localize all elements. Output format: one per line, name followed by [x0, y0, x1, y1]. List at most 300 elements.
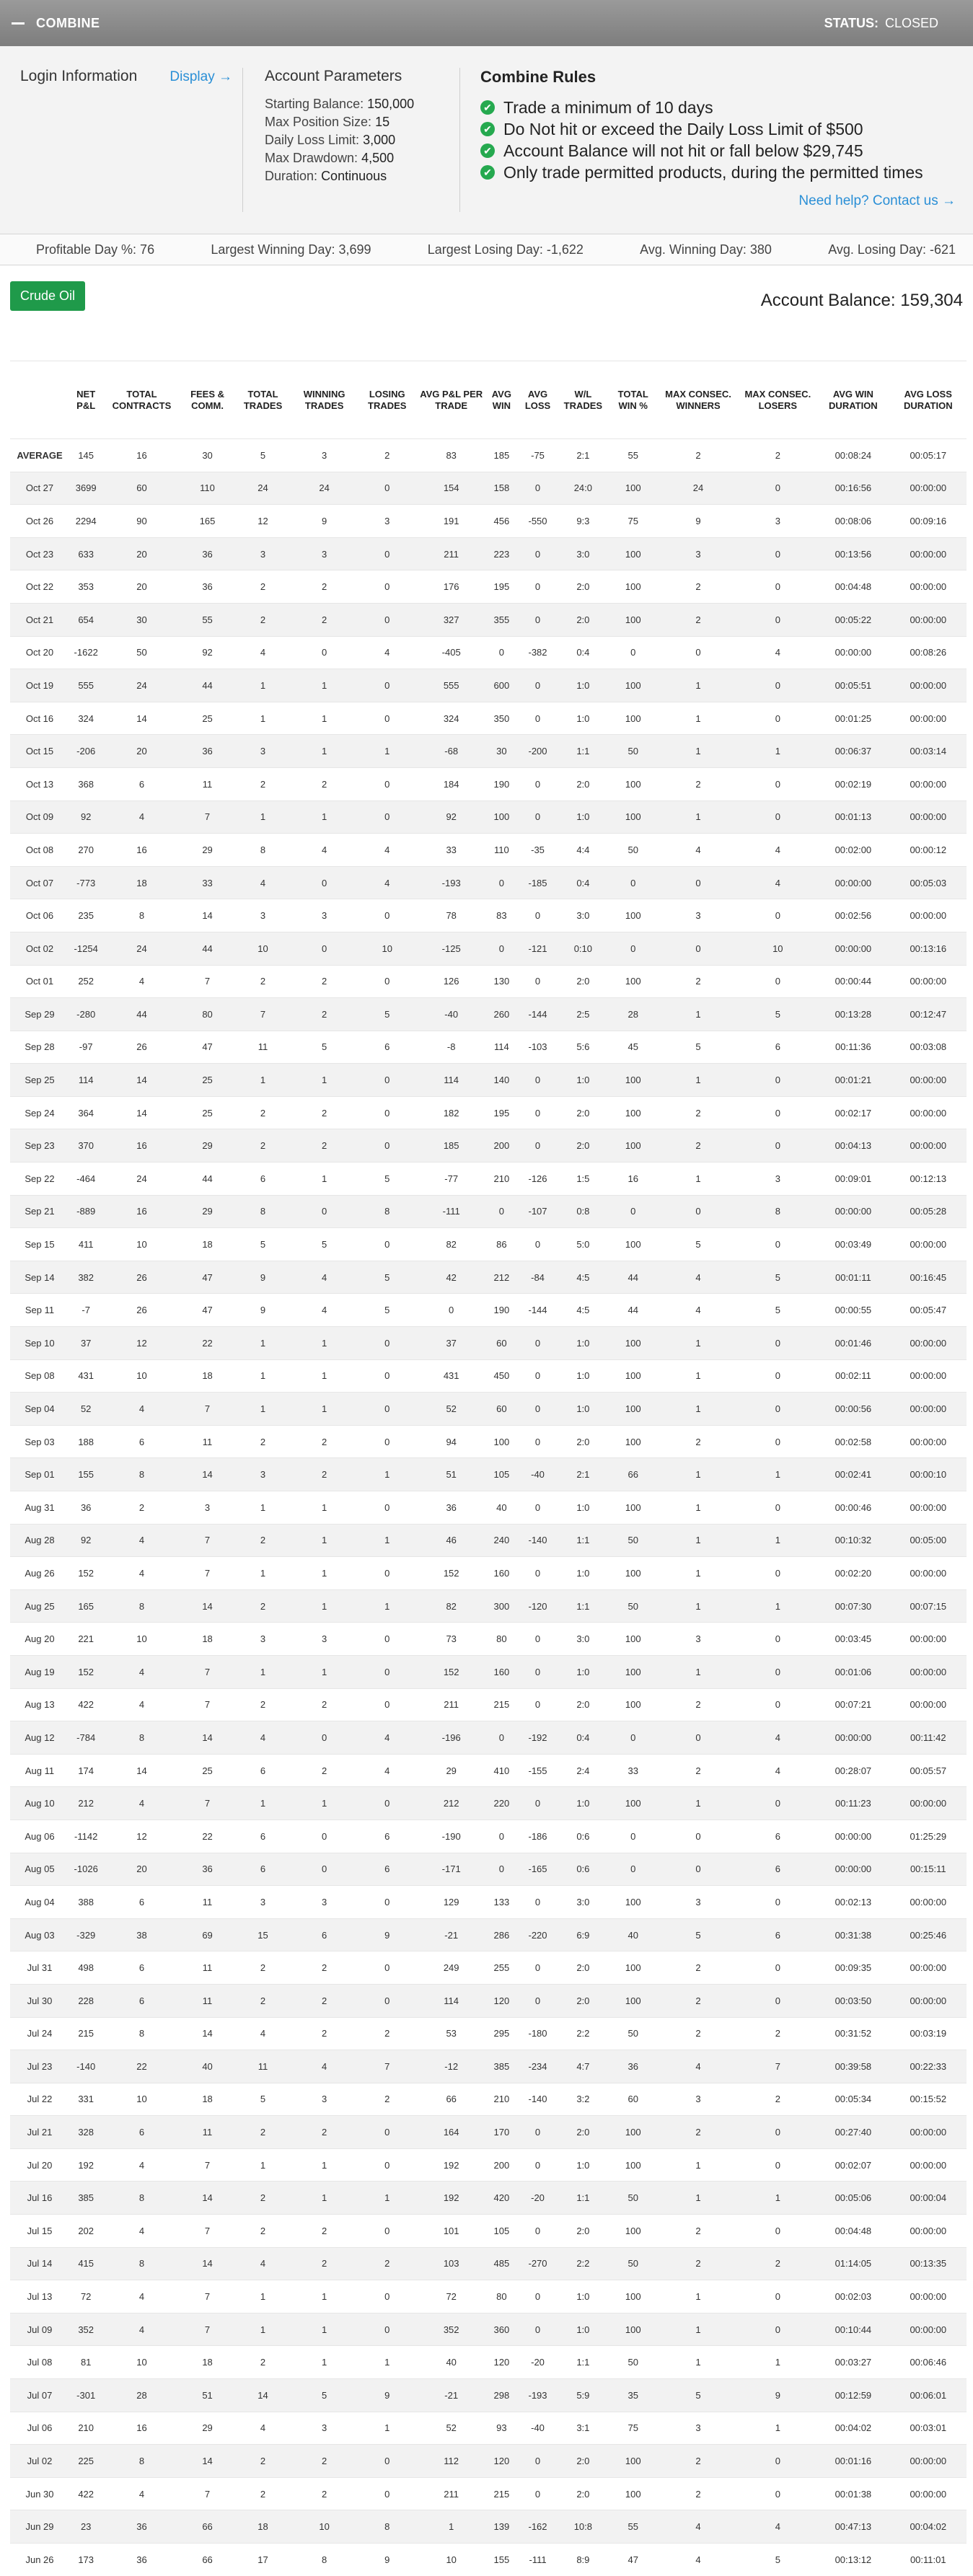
- table-cell: 100: [609, 570, 658, 604]
- param-label: Daily Loss Limit:: [265, 133, 359, 147]
- table-cell: 0: [739, 603, 816, 636]
- table-cell: -40: [418, 998, 485, 1031]
- table-row: [10, 2544, 967, 2576]
- table-cell: 0: [357, 1886, 418, 1919]
- table-cell: 25: [181, 1754, 234, 1787]
- row-date: Sep 28: [10, 1031, 69, 1064]
- rule-item: [480, 162, 961, 183]
- table-cell: 2: [658, 1096, 739, 1129]
- table-cell: 100: [609, 1327, 658, 1360]
- table-cell: 100: [609, 472, 658, 505]
- table-cell: 235: [69, 899, 102, 932]
- table-cell: 1:0: [558, 1655, 609, 1688]
- table-cell: 2: [658, 1425, 739, 1458]
- table-cell: 5: [357, 1261, 418, 1294]
- table-cell: 47: [609, 2544, 658, 2576]
- table-cell: 1:1: [558, 1589, 609, 1623]
- avg-losing-day: Avg. Losing Day: -621: [828, 242, 956, 257]
- table-cell: 4: [234, 866, 292, 899]
- table-cell: 2: [658, 965, 739, 998]
- table-cell: 0: [357, 2445, 418, 2478]
- table-cell: 47: [181, 1294, 234, 1327]
- row-date: Aug 26: [10, 1557, 69, 1590]
- table-cell: 5: [292, 1031, 357, 1064]
- table-cell: 385: [485, 2050, 519, 2083]
- row-date: Oct 20: [10, 636, 69, 669]
- table-cell: 00:00:00: [890, 1688, 967, 1721]
- table-cell: 36: [181, 735, 234, 768]
- table-cell: 00:08:24: [816, 439, 889, 472]
- table-cell: 90: [102, 505, 180, 538]
- display-link[interactable]: Display →: [169, 69, 232, 85]
- table-cell: 160: [485, 1557, 519, 1590]
- table-cell: 00:01:46: [816, 1327, 889, 1360]
- table-cell: 18: [181, 1359, 234, 1393]
- table-cell: 30: [485, 735, 519, 768]
- table-cell: 00:02:03: [816, 2280, 889, 2313]
- table-cell: 00:00:00: [890, 570, 967, 604]
- table-cell: 00:00:00: [816, 1721, 889, 1755]
- table-cell: 00:00:00: [890, 1655, 967, 1688]
- rule-text: Account Balance will not hit or fall below $29,745: [503, 140, 863, 162]
- table-cell: 00:00:00: [890, 1129, 967, 1163]
- table-cell: 6: [739, 1853, 816, 1886]
- table-cell: 1: [234, 1359, 292, 1393]
- table-row: [10, 1853, 967, 1886]
- table-cell: 14: [102, 1754, 180, 1787]
- table-cell: 0: [357, 1984, 418, 2017]
- table-cell: 4: [739, 2510, 816, 2544]
- table-cell: 2: [658, 2116, 739, 2149]
- table-cell: -193: [518, 2379, 558, 2412]
- table-row: [10, 800, 967, 834]
- table-cell: 1: [739, 735, 816, 768]
- instrument-button[interactable]: Crude Oil: [10, 281, 85, 311]
- table-cell: 1: [658, 800, 739, 834]
- table-cell: 100: [609, 1787, 658, 1820]
- table-cell: 1:1: [558, 2182, 609, 2215]
- table-cell: 00:15:52: [890, 2083, 967, 2116]
- table-cell: 6:9: [558, 1918, 609, 1951]
- table-cell: -140: [69, 2050, 102, 2083]
- combine-rules: [460, 68, 973, 234]
- table-cell: 66: [609, 1458, 658, 1491]
- table-cell: 100: [609, 2477, 658, 2510]
- param-value: 150,000: [367, 97, 414, 111]
- table-cell: 0: [518, 2445, 558, 2478]
- table-cell: 0: [292, 932, 357, 965]
- table-cell: 00:03:50: [816, 1984, 889, 2017]
- table-cell: 298: [485, 2379, 519, 2412]
- table-cell: 00:00:00: [890, 603, 967, 636]
- table-cell: 2: [234, 1589, 292, 1623]
- table-cell: 14: [102, 1096, 180, 1129]
- table-cell: 20: [102, 570, 180, 604]
- table-row: [10, 1623, 967, 1656]
- table-cell: 450: [485, 1359, 519, 1393]
- table-cell: 00:01:38: [816, 2477, 889, 2510]
- table-cell: 14: [181, 1721, 234, 1755]
- table-cell: 2: [234, 1984, 292, 2017]
- table-cell: 100: [609, 1951, 658, 1985]
- table-cell: 00:03:14: [890, 735, 967, 768]
- table-cell: 9: [357, 2379, 418, 2412]
- table-cell: 00:05:03: [890, 866, 967, 899]
- table-cell: 240: [485, 1524, 519, 1557]
- table-cell: 0: [609, 1721, 658, 1755]
- table-cell: 3:0: [558, 1886, 609, 1919]
- table-cell: 4: [292, 834, 357, 867]
- table-cell: 1: [292, 1163, 357, 1196]
- table-cell: 0: [739, 1129, 816, 1163]
- table-cell: 00:03:45: [816, 1623, 889, 1656]
- table-cell: 24: [102, 669, 180, 702]
- table-cell: 7: [181, 2148, 234, 2182]
- table-cell: 00:04:02: [890, 2510, 967, 2544]
- table-cell: -84: [518, 1261, 558, 1294]
- table-cell: 0: [518, 2280, 558, 2313]
- table-cell: 0:4: [558, 636, 609, 669]
- table-cell: 2:1: [558, 1458, 609, 1491]
- table-cell: 2: [292, 2445, 357, 2478]
- table-cell: 2: [234, 2477, 292, 2510]
- table-cell: 100: [609, 2445, 658, 2478]
- row-date: Sep 24: [10, 1096, 69, 1129]
- table-cell: 55: [609, 2510, 658, 2544]
- table-cell: 6: [102, 767, 180, 800]
- table-cell: 1: [739, 2412, 816, 2445]
- table-cell: 1: [658, 1458, 739, 1491]
- table-row: [10, 1129, 967, 1163]
- table-cell: -1254: [69, 932, 102, 965]
- table-cell: 0: [739, 2477, 816, 2510]
- table-cell: 3: [292, 439, 357, 472]
- table-cell: 01:14:05: [816, 2247, 889, 2280]
- table-cell: 00:00:00: [890, 899, 967, 932]
- table-cell: 4: [102, 1557, 180, 1590]
- row-date: Oct 13: [10, 767, 69, 800]
- param-line: [265, 167, 459, 185]
- table-cell: 485: [485, 2247, 519, 2280]
- table-cell: 83: [418, 439, 485, 472]
- table-cell: 100: [609, 2148, 658, 2182]
- table-cell: 1: [658, 1524, 739, 1557]
- table-cell: 00:00:00: [890, 537, 967, 570]
- table-cell: 29: [181, 1129, 234, 1163]
- table-cell: 5: [357, 998, 418, 1031]
- table-cell: 00:00:10: [890, 1458, 967, 1491]
- table-cell: 5: [739, 1261, 816, 1294]
- table-cell: 47: [181, 1261, 234, 1294]
- table-cell: 1:0: [558, 800, 609, 834]
- table-cell: 6: [234, 1819, 292, 1853]
- table-cell: 10: [102, 1359, 180, 1393]
- table-cell: 2: [658, 2247, 739, 2280]
- table-cell: 8: [292, 2544, 357, 2576]
- row-date: Oct 06: [10, 899, 69, 932]
- check-circle-icon: ✔: [480, 144, 495, 158]
- table-cell: 1: [357, 1589, 418, 1623]
- table-cell: 4: [357, 866, 418, 899]
- table-cell: 8: [357, 2510, 418, 2544]
- table-cell: 0: [739, 1688, 816, 1721]
- table-cell: 8: [102, 2445, 180, 2478]
- table-cell: 00:12:13: [890, 1163, 967, 1196]
- average-row: [10, 439, 967, 472]
- table-cell: -8: [418, 1031, 485, 1064]
- table-cell: 1: [292, 1655, 357, 1688]
- table-cell: 10: [292, 2510, 357, 2544]
- table-cell: 00:02:20: [816, 1557, 889, 1590]
- table-cell: 00:05:22: [816, 603, 889, 636]
- table-cell: 3: [234, 1623, 292, 1656]
- table-cell: 2: [292, 2017, 357, 2050]
- table-cell: 221: [69, 1623, 102, 1656]
- table-cell: 1:0: [558, 1064, 609, 1097]
- table-cell: 36: [102, 2510, 180, 2544]
- row-date: Oct 26: [10, 505, 69, 538]
- table-row: [10, 932, 967, 965]
- table-cell: 2: [658, 1688, 739, 1721]
- table-cell: 60: [609, 2083, 658, 2116]
- param-value: 3,000: [363, 133, 395, 147]
- table-cell: 4: [292, 1261, 357, 1294]
- row-date: Jul 07: [10, 2379, 69, 2412]
- table-cell: 00:09:01: [816, 1163, 889, 1196]
- table-cell: 00:11:36: [816, 1031, 889, 1064]
- table-cell: 0: [518, 1787, 558, 1820]
- column-header: NET P&L: [69, 361, 102, 439]
- table-cell: -773: [69, 866, 102, 899]
- table-cell: 2: [234, 570, 292, 604]
- table-cell: 26: [102, 1261, 180, 1294]
- table-cell: 555: [69, 669, 102, 702]
- table-cell: 00:07:15: [890, 1589, 967, 1623]
- table-cell: 4: [102, 2148, 180, 2182]
- column-header: MAX CONSEC. LOSERS: [739, 361, 816, 439]
- table-cell: 8: [102, 1458, 180, 1491]
- table-cell: 6: [234, 1853, 292, 1886]
- table-cell: 105: [485, 1458, 519, 1491]
- table-cell: 5: [658, 1918, 739, 1951]
- row-date: Sep 25: [10, 1064, 69, 1097]
- table-cell: 103: [418, 2247, 485, 2280]
- row-date: Jul 22: [10, 2083, 69, 2116]
- table-cell: 0: [357, 1425, 418, 1458]
- row-date: Jun 29: [10, 2510, 69, 2544]
- table-cell: 0: [739, 1064, 816, 1097]
- table-cell: 20: [102, 735, 180, 768]
- table-cell: 0: [485, 1721, 519, 1755]
- table-cell: 415: [69, 2247, 102, 2280]
- table-cell: 18: [102, 866, 180, 899]
- account-balance: [761, 291, 963, 311]
- rule-item: [480, 97, 961, 118]
- table-cell: 188: [69, 1425, 102, 1458]
- table-row: [10, 1163, 967, 1196]
- table-cell: 1: [292, 2182, 357, 2215]
- table-cell: 0: [292, 636, 357, 669]
- row-date: Aug 04: [10, 1886, 69, 1919]
- help-link[interactable]: Need help? Contact us →: [480, 193, 956, 209]
- table-row: [10, 2215, 967, 2248]
- column-header: TOTAL WIN %: [609, 361, 658, 439]
- table-cell: 1: [658, 1359, 739, 1393]
- table-cell: 0: [609, 866, 658, 899]
- table-cell: -329: [69, 1918, 102, 1951]
- table-cell: 6: [739, 1031, 816, 1064]
- table-cell: 28: [102, 2379, 180, 2412]
- table-cell: 1: [658, 2148, 739, 2182]
- table-cell: 00:00:00: [890, 1425, 967, 1458]
- table-cell: 45: [609, 1031, 658, 1064]
- table-cell: 00:01:06: [816, 1655, 889, 1688]
- table-cell: 52: [69, 1393, 102, 1426]
- table-row: [10, 2182, 967, 2215]
- table-cell: 1: [234, 2148, 292, 2182]
- table-cell: 1: [234, 1393, 292, 1426]
- params-title: Account Parameters: [265, 68, 459, 85]
- table-cell: 00:06:46: [890, 2346, 967, 2379]
- table-cell: 360: [485, 2313, 519, 2346]
- table-cell: 0: [292, 866, 357, 899]
- table-cell: 15: [234, 1918, 292, 1951]
- table-cell: 40: [609, 1918, 658, 1951]
- table-cell: -193: [418, 866, 485, 899]
- row-date: Oct 21: [10, 603, 69, 636]
- table-cell: 633: [69, 537, 102, 570]
- table-cell: 83: [485, 899, 519, 932]
- table-cell: 14: [181, 1458, 234, 1491]
- table-cell: 4: [102, 2313, 180, 2346]
- table-cell: 0: [292, 1195, 357, 1228]
- table-cell: 260: [485, 998, 519, 1031]
- table-cell: 00:00:00: [890, 1984, 967, 2017]
- table-cell: 0: [518, 1984, 558, 2017]
- table-cell: 80: [485, 2280, 519, 2313]
- table-row: [10, 1655, 967, 1688]
- table-cell: 1: [234, 1557, 292, 1590]
- row-date: Sep 04: [10, 1393, 69, 1426]
- column-header: W/L TRADES: [558, 361, 609, 439]
- table-cell: 3: [658, 1886, 739, 1919]
- table-cell: 42: [418, 1261, 485, 1294]
- info-panel: [0, 46, 973, 234]
- table-cell: 7: [181, 2477, 234, 2510]
- table-cell: 00:01:11: [816, 1261, 889, 1294]
- table-cell: 4: [102, 2215, 180, 2248]
- table-row: [10, 965, 967, 998]
- table-cell: 36: [609, 2050, 658, 2083]
- table-cell: 1: [292, 1393, 357, 1426]
- table-cell: 2: [234, 2116, 292, 2149]
- table-cell: 100: [609, 702, 658, 735]
- row-date: Aug 25: [10, 1589, 69, 1623]
- table-cell: 0: [518, 899, 558, 932]
- table-cell: 3: [292, 1886, 357, 1919]
- rules-title: Combine Rules: [480, 68, 961, 87]
- table-cell: 2: [292, 2477, 357, 2510]
- table-cell: 9: [357, 1918, 418, 1951]
- table-cell: 0: [518, 1129, 558, 1163]
- column-header: AVG P&L PER TRADE: [418, 361, 485, 439]
- table-cell: 00:03:08: [890, 1031, 967, 1064]
- table-cell: 29: [181, 1195, 234, 1228]
- collapse-icon[interactable]: [12, 22, 25, 25]
- table-cell: 0: [518, 1491, 558, 1525]
- table-cell: 81: [69, 2346, 102, 2379]
- table-cell: 1: [658, 735, 739, 768]
- table-cell: 0: [518, 1688, 558, 1721]
- table-cell: 00:01:21: [816, 1064, 889, 1097]
- table-cell: 10: [357, 932, 418, 965]
- table-cell: 00:02:13: [816, 1886, 889, 1919]
- table-row: [10, 570, 967, 604]
- table-cell: 2: [292, 2247, 357, 2280]
- table-cell: 2: [234, 767, 292, 800]
- table-cell: 100: [609, 2116, 658, 2149]
- page-title: COMBINE: [36, 16, 100, 31]
- table-cell: 225: [69, 2445, 102, 2478]
- table-cell: 1: [357, 735, 418, 768]
- table-cell: 8: [102, 1589, 180, 1623]
- table-cell: -140: [518, 1524, 558, 1557]
- table-cell: 2: [739, 2247, 816, 2280]
- table-cell: 2: [658, 570, 739, 604]
- table-row: [10, 2247, 967, 2280]
- table-cell: 10: [739, 932, 816, 965]
- table-cell: 4: [292, 1294, 357, 1327]
- table-cell: 38: [102, 1918, 180, 1951]
- table-cell: 176: [418, 570, 485, 604]
- table-cell: 4: [102, 965, 180, 998]
- table-cell: 00:03:01: [890, 2412, 967, 2445]
- table-cell: 100: [609, 1886, 658, 1919]
- table-cell: 26: [102, 1031, 180, 1064]
- table-cell: 0: [739, 1425, 816, 1458]
- table-cell: 654: [69, 603, 102, 636]
- table-row: [10, 2412, 967, 2445]
- table-cell: 00:11:01: [890, 2544, 967, 2576]
- table-cell: 10: [418, 2544, 485, 2576]
- table-cell: 215: [485, 2477, 519, 2510]
- table-cell: 2:0: [558, 603, 609, 636]
- table-cell: 4: [739, 1721, 816, 1755]
- table-cell: 00:10:44: [816, 2313, 889, 2346]
- table-cell: 4: [357, 834, 418, 867]
- table-cell: 00:15:11: [890, 1853, 967, 1886]
- table-cell: 00:16:56: [816, 472, 889, 505]
- table-cell: 100: [609, 537, 658, 570]
- table-cell: 29: [418, 1754, 485, 1787]
- table-cell: 1: [292, 1491, 357, 1525]
- row-date: Oct 19: [10, 669, 69, 702]
- table-cell: 1: [658, 998, 739, 1031]
- column-header: [10, 361, 69, 439]
- table-cell: 00:00:00: [890, 702, 967, 735]
- table-cell: 1: [292, 2280, 357, 2313]
- table-cell: 4: [357, 636, 418, 669]
- table-cell: 2: [658, 1984, 739, 2017]
- table-cell: 0:4: [558, 866, 609, 899]
- column-header: AVG WIN DURATION: [816, 361, 889, 439]
- table-cell: 1:1: [558, 2346, 609, 2379]
- table-cell: 3:0: [558, 1623, 609, 1656]
- table-row: [10, 899, 967, 932]
- table-cell: 0: [739, 2445, 816, 2478]
- table-cell: 0: [357, 1655, 418, 1688]
- table-cell: 10: [102, 2346, 180, 2379]
